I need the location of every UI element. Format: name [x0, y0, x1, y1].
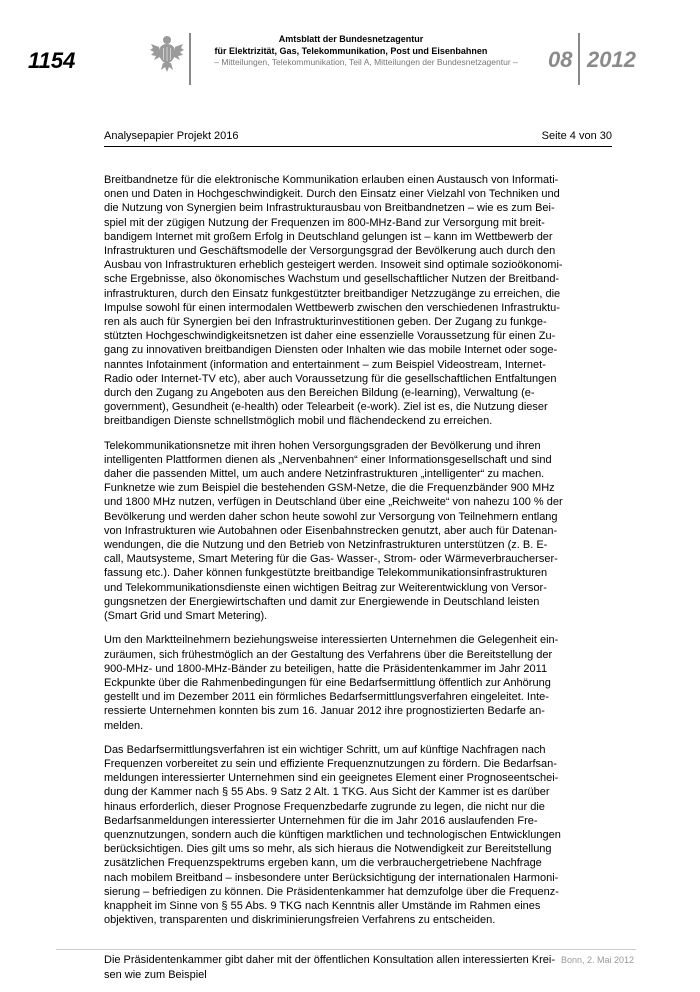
- issue-year: 2012: [587, 47, 636, 72]
- document-page-info: Seite 4 von 30: [541, 130, 612, 142]
- journal-title-line2: für Elektrizität, Gas, Telekommunikation, Post und Eisenbahnen: [214, 46, 488, 56]
- issue-divider: [578, 33, 580, 85]
- paragraph-broadband: Breitbandnetze für die elektronische Kommunikation erlauben einen Austausch von Informati- onen und Daten in Hochgeschwindigkeit. Durch den Einsatz einer Vielzahl von Techniken und die Nutzung von Synergien beim Infrastrukturausbau von Breitbandnetzen – wie es zum Bei- spiel mit der zügigen Nutzung der Frequenzen im 800-MHz-Band zur Versorgung mit breit- bandigem Internet mit großem Erfolg in Deutschland gelungen ist – kann im Wettbewerb der Infrastrukturen und Geschäftsmodelle der Versorgungsgrad der Bevölkerung auch durch den Ausbau von Infrastrukturen erheblich gesteigert werden. Insoweit sind optimale sozioökonomi- sche Ergebnisse, also ökonomisches Wachstum und gesellschaftlicher Nutzen der Breitband- infrastrukturen, durch den Einsatz funkgestützter breitbandiger Netzzugänge zu erreichen, die Impulse sowohl für einen intermodalen Wettbewerb zwischen den verschiedenen Infrastruktu- ren als auch für Synergien bei den Infrastrukturinvestitionen geben. Der Zugang zu funkge- stützten Hochgeschwindigkeitsnetzen ist daher eine essenzielle Voraussetzung für einen Zu- gang zu innovativen breitbandigen Diensten oder Inhalten wie das mobile Internet oder soge- nanntes Infotainment (information and entertainment – zum Beispiel Videostream, Internet- Radio oder Internet-TV etc), aber auch Voraussetzung für die gesellschaftlichen Entfaltungen durch den Zugang zu Angeboten aus den Bereichen Bildung (e-learning), Verwaltung (e- government), Gesundheit (e-health) oder Telearbeit (e-work). Ziel ist es, die Nutzung dieser breitbandigen Dienste schnellstmöglich mobil und flächendeckend zu erreichen.: [104, 174, 563, 428]
- header-divider: [189, 33, 191, 85]
- paragraph-telecom-networks: Telekommunikationsnetze mit ihren hohen Versorgungsgraden der Bevölkerung und ihren intelligenten Plattformen dienen als „Nervenbahnen“ einer Informationsgesellschaft und sind daher die passenden Mittel, um auch andere Netzinfrastrukturen „intelligenter“ zu machen. Funknetze wie zum Beispiel die bestehenden GSM-Netze, die die Frequenzbänder 900 MHz und 1800 MHz nutzen, verfügen in Deutschland über eine „Reichweite“ von nahezu 100 % der Bevölkerung und werden daher schon heute sowohl zur Versorgung von Teilnehmern entlang von Infrastrukturen wie Autobahnen oder Eisenbahnstrecken genutzt, aber auch für Datenan- wendungen, die die Nutzung und den Betrieb von Netzinfrastrukturen unterstützen (z. B. E- call, Mautsysteme, Smart Metering für die Gas- Wasser-, Strom- oder Wärmeverbraucherser- fassung etc.). Daher können funkgestützte breitbandige Telekommunikationsinfrastrukturen und Telekommunikationsdienste einen wichtigen Beitrag zur Weiterentwicklung von Versor- gungsnetzen der Energiewirtschaften und damit zur Energiewende in Deutschland leisten (Smart Grid und Smart Metering).: [104, 439, 563, 623]
- journal-title-line1: Amtsblatt der Bundesnetzagentur: [278, 34, 424, 44]
- federal-eagle-icon: [150, 33, 184, 73]
- paragraph-market-participants: Um den Marktteilnehmern beziehungsweise interessierten Unternehmen die Gelegenheit ein- zuräumen, sich frühestmöglich an der Gestaltung des Verfahrens über die Bereitstellung der 900-MHz- und 1800-MHz-Bänder zu beteiligen, hatte die Präsidentenkammer im Jahr 2011 Eckpunkte über die Rahmenbedingungen für eine Bedarfsermittlung öffentlich zur Anhörung gestellt und im Dezember 2011 ein förmliches Bedarfsermittlungsverfahren eingeleitet. Inte- ressierte Unternehmen konnten bis zum 16. Januar 2012 ihre prognostizierten Bedarfe an- melden.: [104, 634, 559, 732]
- journal-subtitle: – Mitteilungen, Telekommunikation, Teil A, Mitteilungen der Bundesnetzagentur –: [214, 57, 518, 67]
- document-title: Analysepapier Projekt 2016: [104, 130, 239, 142]
- issue-number: 08: [548, 47, 573, 72]
- paragraph-closing: Die Präsidentenkammer gibt daher mit der öffentlichen Konsultation allen interessierten Krei- sen wie zum Beispiel: [104, 954, 556, 981]
- footer-date: Bonn, 2. Mai 2012: [560, 955, 634, 965]
- journal-title: [196, 33, 506, 57]
- page-number: 1154: [28, 48, 76, 73]
- document-body: [104, 173, 612, 992]
- paragraph-demand-assessment: Das Bedarfsermittlungsverfahren ist ein wichtiger Schritt, um auf künftige Nachfragen nach Frequenzen vorbereitet zu sein und effiziente Frequenznutzungen zu fördern. Die Bedarfsan- meldungen interessierter Unternehmen sind ein geeignetes Element einer Prognoseentschei- dung der Kammer nach § 55 Abs. 9 Satz 2 Alt. 1 TKG. Aus Sicht der Kammer ist es darüber hinaus erforderlich, dieser Prognose Frequenzbedarfe zugrunde zu legen, die nicht nur die Bedarfsanmeldungen interessierter Unternehmen für die im Jahr 2016 auslaufenden Fre- quenznutzungen, sondern auch die künftigen marktlichen und technologischen Entwicklungen berücksichtigen. Dies gilt ums so mehr, als sich hieraus die Notwendigkeit zur Bereitstellung zusätzlichen Frequenzspektrums ergeben kann, um die verbrauchergetriebene Nachfrage nach mobilem Breitband – insbesondere unter Berücksichtigung der internationalen Harmoni- sierung – befriedigen zu können. Die Präsidentenkammer hat demzufolge über die Frequenz- knappheit im Sinne von § 55 Abs. 9 TKG nach Kenntnis aller Umstände im Rahmen eines objektiven, transparenten und diskriminierungsfreien Verfahrens zu entscheiden.: [104, 743, 561, 927]
- footer-rule: [56, 949, 636, 950]
- document-header-rule: [104, 146, 612, 147]
